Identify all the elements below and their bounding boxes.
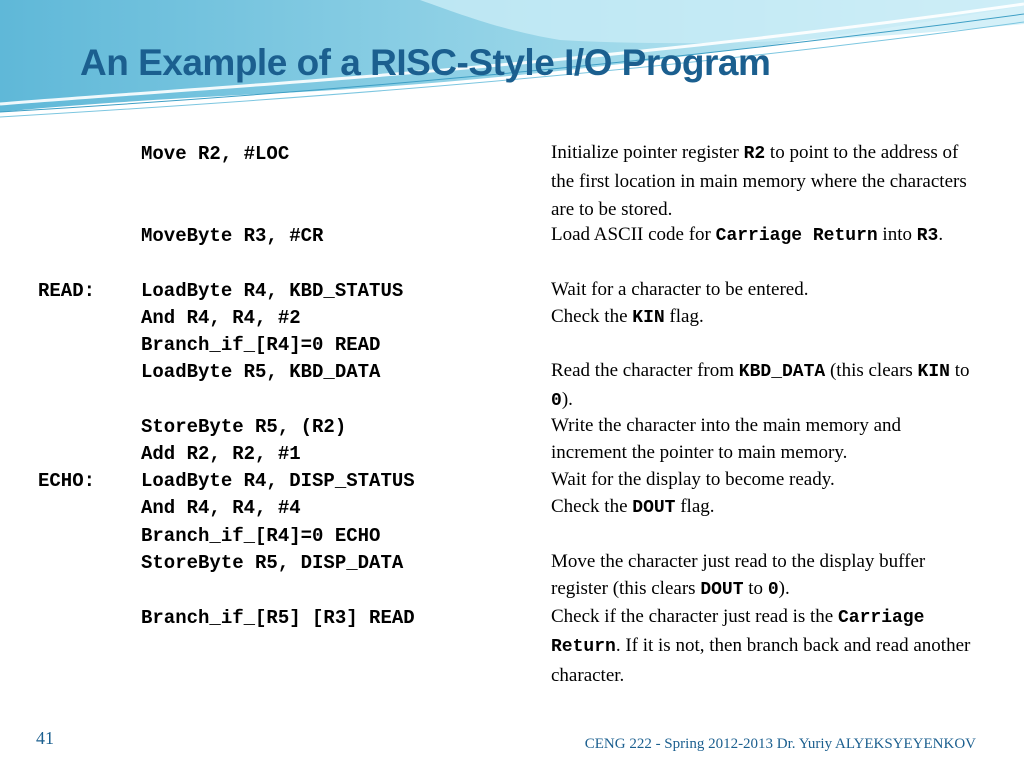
comment-wait-char: Wait for a character to be entered.: [551, 279, 809, 300]
instruction-line: Move R2, #LOC: [141, 143, 290, 165]
instruction-line: Branch_if_[R4]=0 ECHO: [141, 525, 381, 547]
comment-init-pointer: Initialize pointer register R2 to point to the address of the first location in main memory where the characters are to be stored.: [551, 142, 967, 220]
instruction-line: And R4, R4, #2: [141, 307, 301, 329]
label-read: READ:: [38, 280, 96, 302]
label-echo: ECHO:: [38, 470, 96, 492]
footer-text: CENG 222 - Spring 2012-2013 Dr. Yuriy ALYEKSYEYENKOV: [584, 736, 976, 752]
comment-check-dout: Check the DOUT flag.: [551, 496, 715, 518]
instruction-line: StoreByte R5, DISP_DATA: [141, 552, 404, 574]
comment-wait-display: Wait for the display to become ready.: [551, 469, 835, 490]
comment-check-cr: Check if the character just read is the Carriage Return. If it is not, then branch back and read another character.: [551, 606, 971, 686]
instruction-line: LoadByte R5, KBD_DATA: [141, 361, 381, 383]
comment-load-cr: Load ASCII code for Carriage Return into R3.: [551, 224, 944, 246]
instruction-line: Branch_if_[R5] [R3] READ: [141, 607, 415, 629]
instruction-line: Branch_if_[R4]=0 READ: [141, 334, 381, 356]
comment-read-char: Read the character from KBD_DATA (this clears KIN to 0).: [551, 360, 970, 412]
comment-write-char: Write the character into the main memory and increment the pointer to main memory.: [551, 415, 902, 464]
instruction-line: And R4, R4, #4: [141, 497, 301, 519]
page-number: 41: [36, 728, 54, 748]
instruction-line: LoadByte R4, DISP_STATUS: [141, 470, 415, 492]
instruction-line: StoreByte R5, (R2): [141, 416, 347, 438]
comment-check-kin: Check the KIN flag.: [551, 306, 704, 328]
instruction-line: LoadByte R4, KBD_STATUS: [141, 280, 404, 302]
instruction-line: Add R2, R2, #1: [141, 443, 301, 465]
instruction-line: MoveByte R3, #CR: [141, 225, 324, 247]
slide-title: An Example of a RISC-Style I/O Program: [80, 42, 771, 83]
comment-move-char: Move the character just read to the display buffer register (this clears DOUT to 0).: [551, 551, 926, 601]
